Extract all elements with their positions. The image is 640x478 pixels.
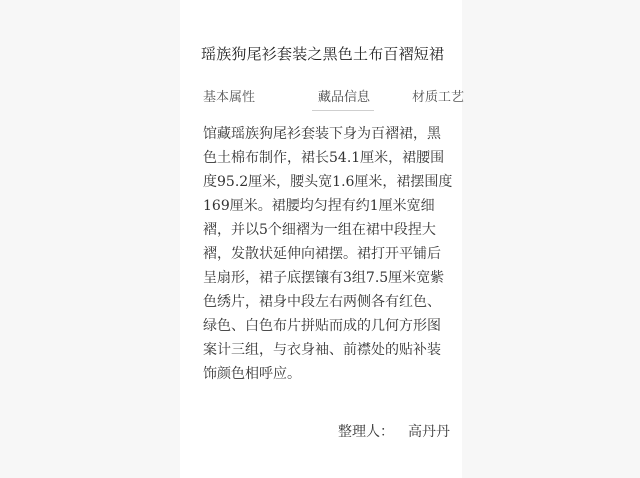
tab-bar	[200, 88, 465, 110]
editor-credit	[338, 422, 450, 442]
active-tab-underline	[312, 110, 374, 111]
description-line: 饰颜色相呼应。	[203, 366, 301, 382]
tab-basic-attributes[interactable]: 基本属性	[203, 90, 256, 105]
description-line: 色绣片，裙身中段左右两侧各有红色、	[203, 294, 441, 310]
description-text	[203, 122, 453, 386]
editor-name: 高丹丹	[408, 424, 450, 440]
description-line: 褶，并以5个细褶为一组在裙中段捏大	[203, 222, 436, 238]
description-line: 馆藏瑶族狗尾衫套装下身为百褶裙，黑	[203, 126, 441, 142]
description-line: 褶，发散状延伸向裙摆。裙打开平铺后	[203, 246, 441, 262]
description-line: 色土棉布制作，裙长54.1厘米，裙腰围	[203, 150, 445, 166]
tab-collection-info[interactable]: 藏品信息	[318, 90, 371, 105]
content-card	[180, 0, 465, 478]
page-title: 瑶族狗尾衫套装之黑色土布百褶短裙	[201, 45, 445, 63]
editor-label: 整理人：	[338, 424, 394, 440]
description-line: 绿色、白色布片拼贴而成的几何方形图	[203, 318, 441, 334]
tab-material-craft[interactable]: 材质工艺	[412, 90, 465, 105]
description-line: 案计三组，与衣身袖、前襟处的贴补装	[203, 342, 441, 358]
description-line: 呈扇形，裙子底摆镶有3组7.5厘米宽紫	[203, 270, 445, 286]
description-line: 度95.2厘米，腰头宽1.6厘米，裙摆围度	[203, 174, 453, 190]
description-line: 169厘米。裙腰均匀捏有约1厘米宽细	[203, 198, 435, 214]
